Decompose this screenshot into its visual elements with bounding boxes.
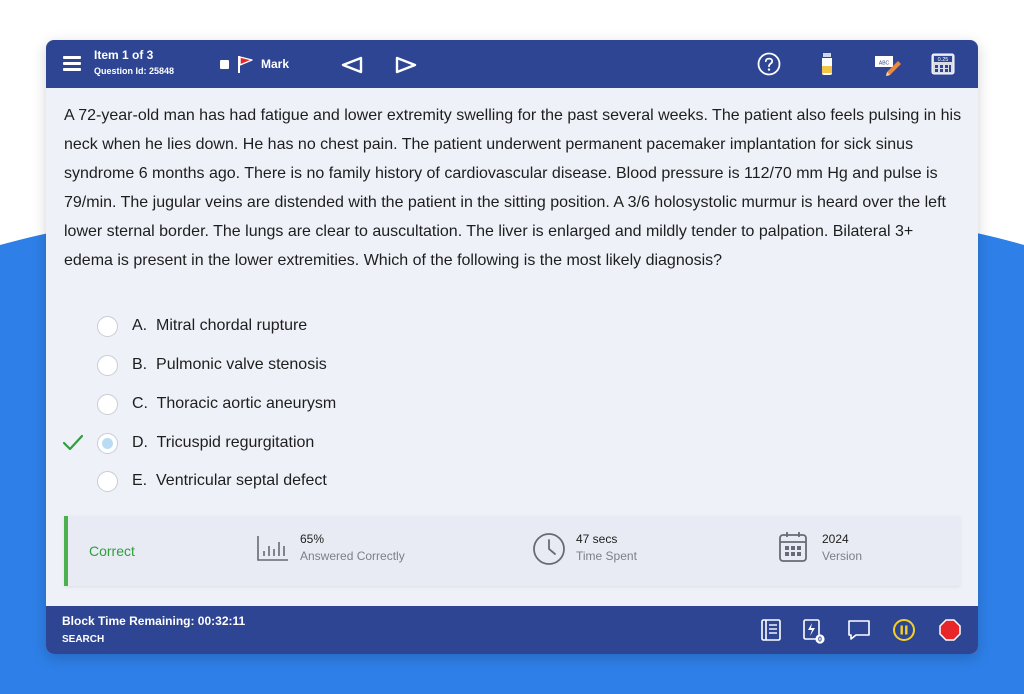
notebook-icon[interactable] [760, 618, 782, 642]
top-toolbar [46, 40, 978, 88]
feedback-icon[interactable] [847, 618, 871, 642]
lab-values-icon[interactable] [819, 52, 835, 76]
answer-option-a[interactable] [46, 312, 526, 342]
answer-option-e[interactable] [46, 467, 526, 497]
notes-icon-text: ABC [878, 60, 890, 67]
result-status: Correct [89, 543, 135, 559]
option-text: D. Tricuspid regurgitation [132, 434, 315, 451]
option-text: C. Thoracic aortic aneurysm [132, 395, 337, 412]
next-arrow-icon[interactable] [394, 56, 418, 74]
answer-stats-panel [64, 516, 960, 586]
option-text: E. Ventricular septal defect [132, 472, 327, 489]
mark-label: Mark [261, 57, 290, 71]
bar-chart-icon [256, 534, 290, 564]
item-counter: Item 1 of 3 [94, 48, 154, 62]
pause-icon[interactable] [892, 618, 916, 642]
answered-correctly-stat [256, 532, 456, 572]
radio-button[interactable] [97, 471, 118, 492]
answer-option-b[interactable] [46, 351, 526, 381]
end-block-icon[interactable] [938, 618, 962, 642]
flashcard-badge: 0 [818, 636, 822, 644]
bottom-toolbar [46, 606, 978, 654]
radio-button[interactable] [97, 394, 118, 415]
block-time-remaining: Block Time Remaining: 00:32:11 [62, 614, 246, 628]
calendar-icon [778, 530, 808, 564]
time-spent-stat [532, 532, 692, 572]
question-stem: A 72-year-old man has had fatigue and lower extremity swelling for the past several weeks. The patient also feels pulsing in his neck when he lies down. He has no chest pain. The patient underwent permanent pacemaker implantation for sick sinus syndrome 6 months ago. There is no family history of cardiovascular disease. Blood pressure is 112/70 mm Hg and pulse is 79/min. The jugular veins are distended with the patient in the sitting position. A 3/6 holosystolic murmur is heard over the left lower sternal border. The lungs are clear to auscultation. The liver is enlarged and mildly tender to palpation. Bilateral 3+ edema is present in the lower extremities. Which of the following is the most likely diagnosis? [64, 107, 962, 269]
notes-icon[interactable] [874, 52, 902, 76]
time-spent-value: 47 secs [576, 532, 618, 546]
option-text: B. Pulmonic valve stenosis [132, 356, 327, 373]
question-id: Question Id: 25848 [94, 66, 175, 76]
answered-correctly-label: Answered Correctly [300, 549, 405, 563]
calculator-display: 0.25 [937, 57, 949, 63]
flag-icon [235, 54, 255, 74]
version-value: 2024 [822, 532, 849, 546]
exam-window [46, 40, 978, 654]
mark-button[interactable] [220, 54, 289, 74]
mark-checkbox[interactable] [220, 60, 229, 69]
version-label: Version [822, 549, 863, 563]
answer-option-c[interactable] [46, 390, 526, 420]
version-stat [778, 532, 938, 572]
result-indicator-bar [64, 516, 68, 586]
clock-icon [532, 532, 566, 566]
correct-check-icon [62, 432, 84, 454]
previous-arrow-icon[interactable] [340, 56, 364, 74]
search-button[interactable]: SEARCH [62, 634, 105, 645]
answer-option-d[interactable] [46, 429, 526, 459]
calculator-icon[interactable] [931, 52, 955, 76]
radio-button[interactable] [97, 355, 118, 376]
radio-button-selected[interactable] [97, 433, 118, 454]
item-info [94, 48, 174, 76]
help-icon[interactable] [757, 52, 781, 76]
time-spent-label: Time Spent [576, 549, 637, 563]
option-text: A. Mitral chordal rupture [132, 317, 308, 334]
menu-icon[interactable] [63, 56, 81, 72]
answered-correctly-value: 65% [300, 532, 325, 546]
flashcard-icon[interactable] [802, 618, 826, 644]
radio-button[interactable] [97, 316, 118, 337]
